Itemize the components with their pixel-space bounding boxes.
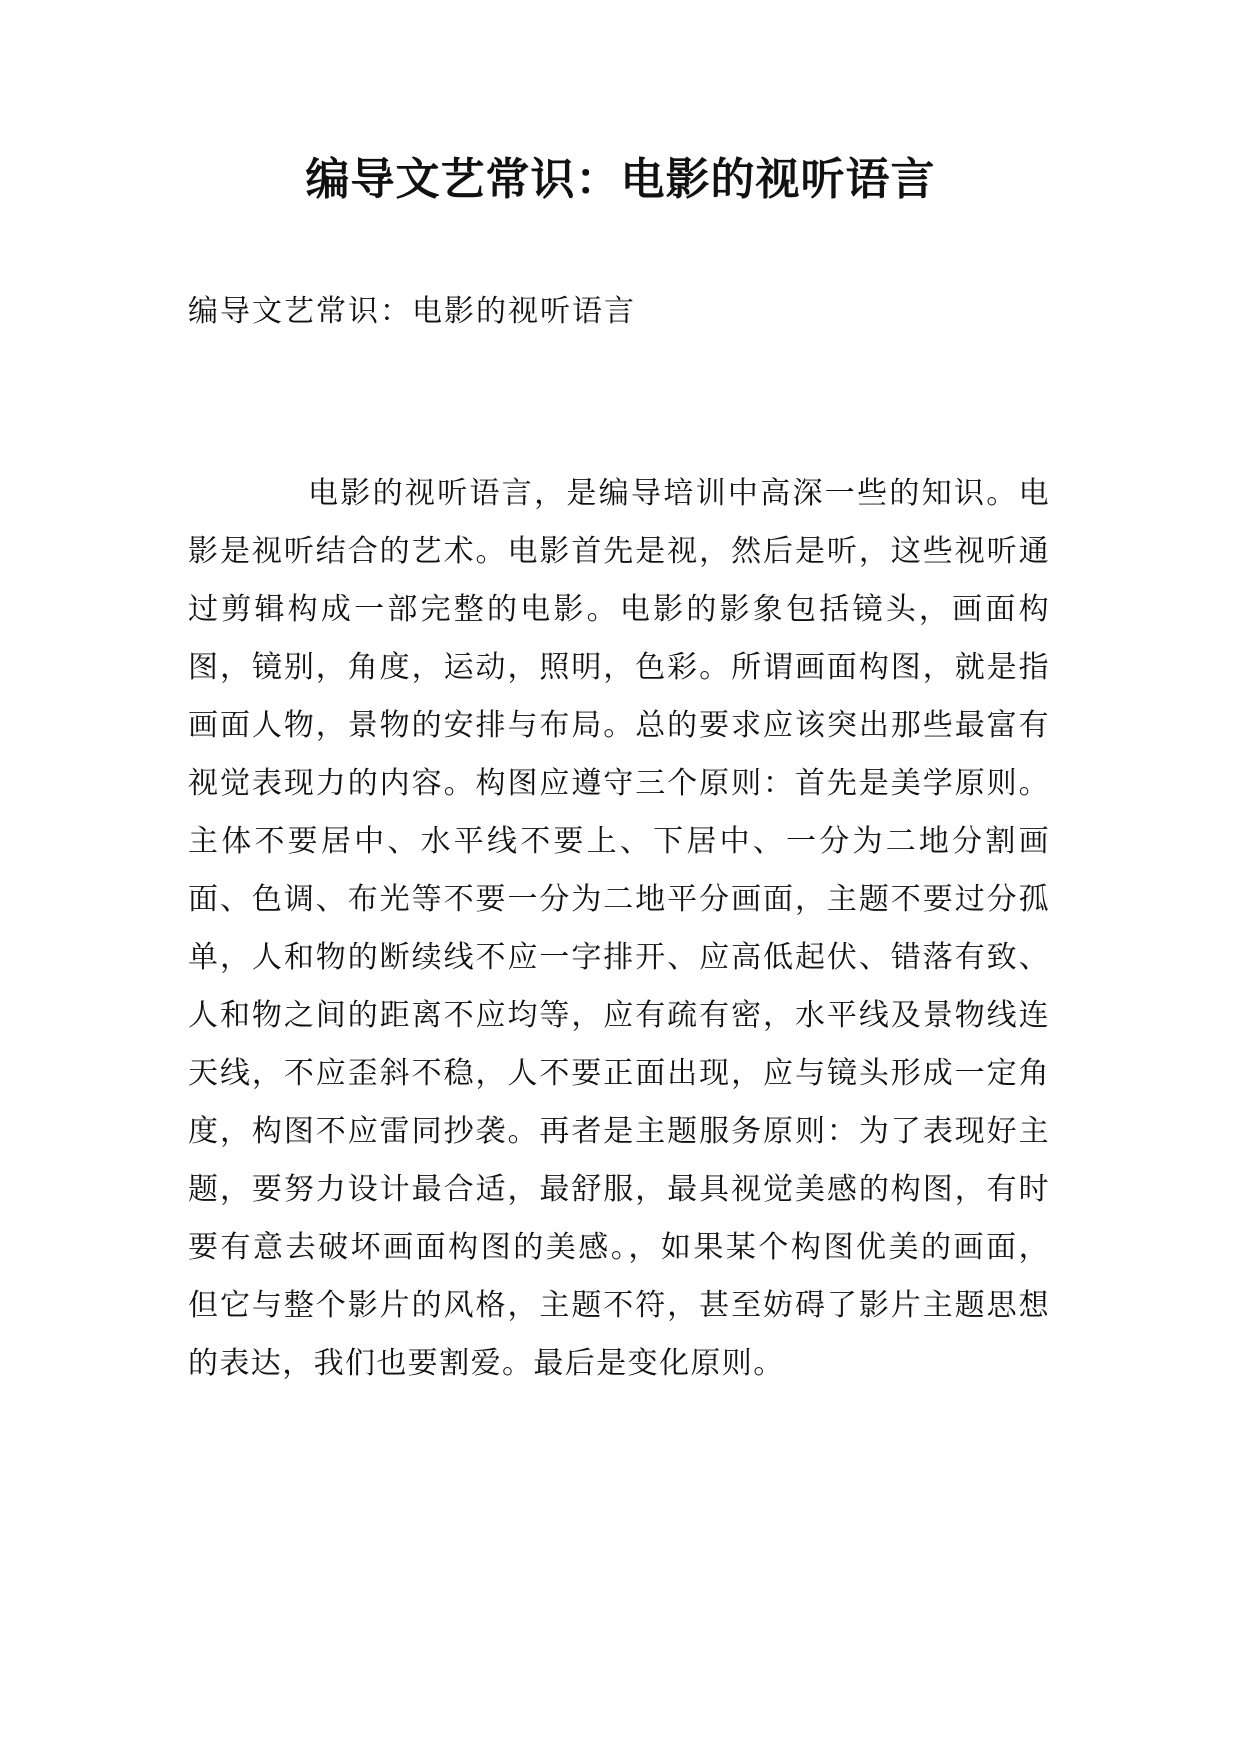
document-subtitle: 编导文艺常识：电影的视听语言	[188, 294, 636, 329]
document-title: 编导文艺常识：电影的视听语言	[305, 154, 936, 205]
document-body-paragraph: 电影的视听语言，是编导培训中高深一些的知识。电影是视听结合的艺术。电影首先是视，然后是听，这些视听通过剪辑构成一部完整的电影。电影的影象包括镜头，画面构图，镜别，角度，运动，照明，色彩。所谓画面构图，就是指画面人物，景物的安排与布局。总的要求应该突出那些最富有视觉表现力的内容。构图应遵守三个原则：首先是美学原则。主体不要居中、水平线不要上、下居中、一分为二地分割画面、色调、布光等不要一分为二地平分画面，主题不要过分孤单，人和物的断续线不应一字排开、应高低起伏、错落有致、人和物之间的距离不应均等，应有疏有密，水平线及景物线连天线，不应歪斜不稳，人不要正面出现，应与镜头形成一定角度，构图不应雷同抄袭。再者是主题服务原则：为了表现好主题，要努力设计最合适，最舒服，最具视觉美感的构图，有时要有意去破坏画面构图的美感。，如果某个构图优美的画面，但它与整个影片的风格，主题不符，甚至妨碍了影片主题思想的表达，我们也要割爱。最后是变化原则。	[188, 476, 1050, 1381]
